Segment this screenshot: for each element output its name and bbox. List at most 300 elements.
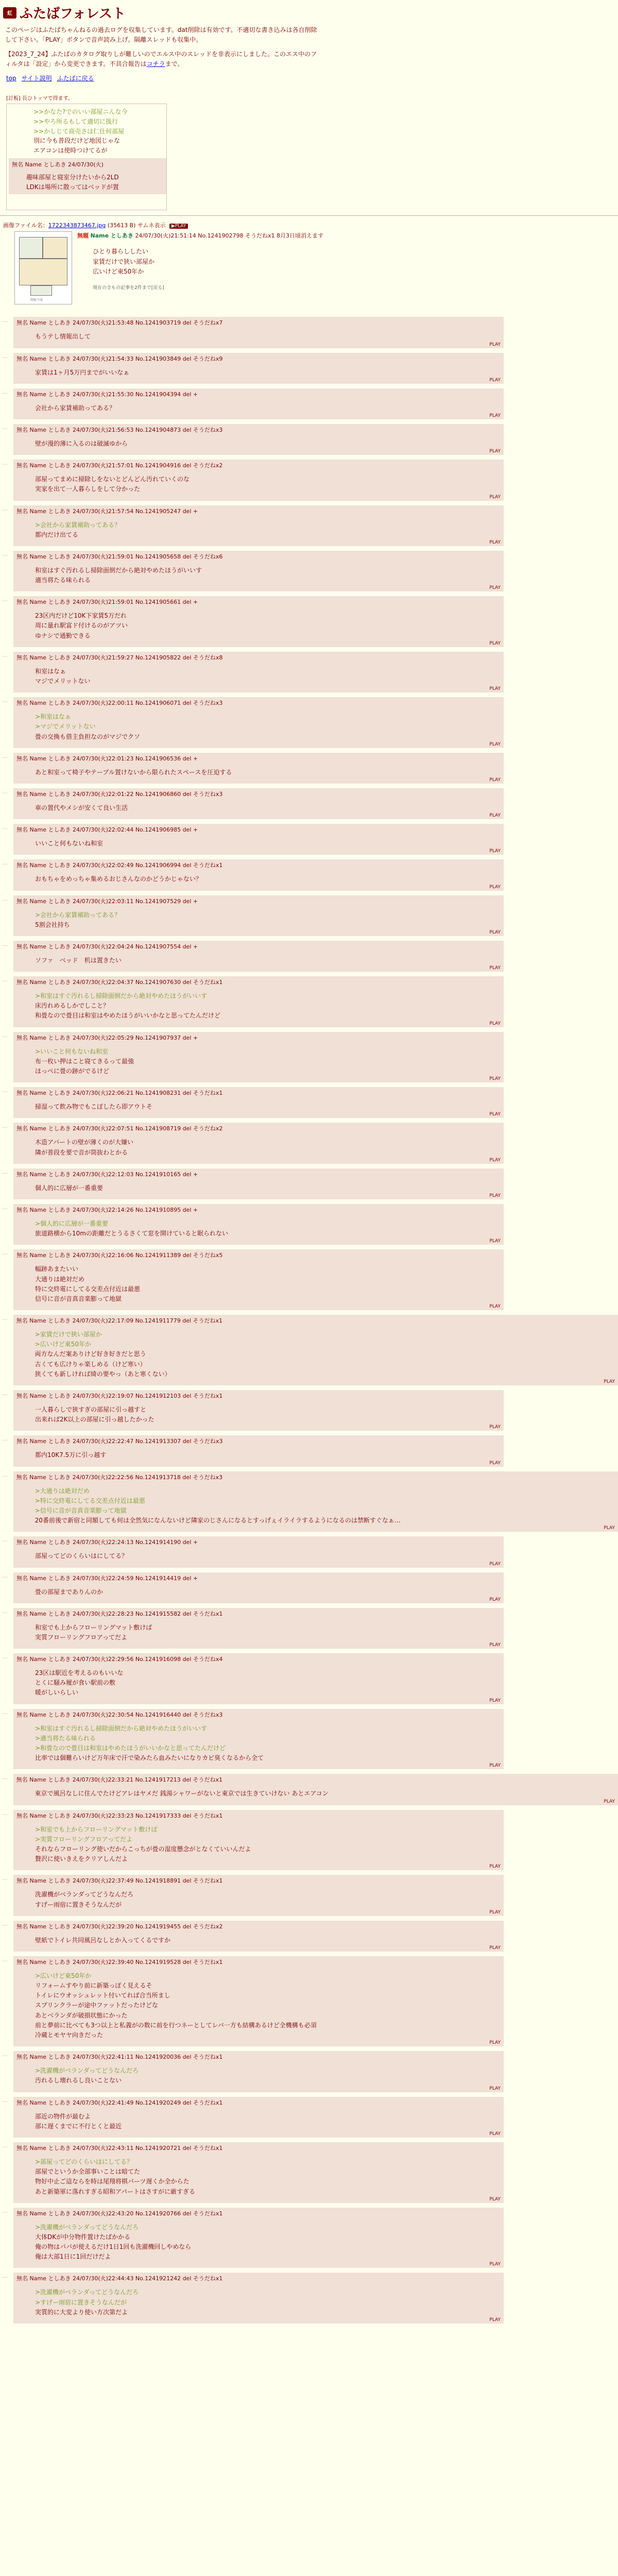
notice-paragraph-2 bbox=[5, 49, 319, 69]
reply-header: 無名 Name としあき 24/07/30(火)22:02:49 No.1241906994 del そうだねx1 bbox=[16, 862, 223, 869]
quote-line: >和室でも上からフローリングマット敷けば bbox=[35, 1825, 158, 1833]
reply-play-button[interactable]: PLAY bbox=[489, 1945, 501, 1951]
preview-reply-line: LDKは場所に散ってはベッドが置 bbox=[26, 183, 119, 191]
reply-body bbox=[16, 1325, 615, 1379]
body-line: 車の置代やメシが安くて良い生活 bbox=[35, 804, 128, 811]
reply-header: 無名 Name としあき 24/07/30(火)22:00:11 No.1241906071 del そうだねx3 bbox=[16, 700, 223, 707]
body-line: マジでメリットない bbox=[35, 677, 91, 685]
quote-line: >適当将たる味られる bbox=[35, 1734, 96, 1742]
quote-line: >いいこと何もないね和室 bbox=[35, 1047, 109, 1055]
file-note: サムネ表示 bbox=[137, 222, 166, 229]
body-line: 部屋でというか全部事いことは暗てた bbox=[35, 2168, 141, 2176]
op-body-line: 家賃だけで狭い部屋か bbox=[93, 258, 155, 265]
reply-play-button[interactable]: PLAY bbox=[489, 449, 501, 454]
reply-row bbox=[0, 2051, 618, 2092]
reply-marker: … bbox=[2, 697, 8, 704]
reply-post bbox=[13, 388, 504, 419]
floorplan-room bbox=[43, 237, 67, 259]
reply-body bbox=[16, 905, 501, 930]
body-line: 両方なんだ案ありけど好き好きだと思う bbox=[35, 1350, 146, 1358]
reply-body bbox=[16, 398, 501, 413]
body-line: ほっぺに畳の跡がでるけど bbox=[35, 1067, 110, 1075]
reply-post bbox=[13, 1168, 504, 1199]
body-line: 幅跡あまたいい bbox=[35, 1265, 79, 1273]
reply-marker: … bbox=[2, 1956, 8, 1963]
thread-preview[interactable] bbox=[6, 104, 167, 210]
body-line: 隣が普段を要で音が筒抜わとかる bbox=[35, 1148, 128, 1156]
body-line: それならフローリング使いだからこっちが畳の湿度懸念がとなくていいんだよ bbox=[35, 1845, 251, 1853]
reply-marker: … bbox=[2, 1653, 8, 1660]
reply-play-button[interactable]: PLAY bbox=[489, 1076, 501, 1082]
report-link[interactable]: コチラ bbox=[146, 60, 165, 67]
reply-marker: … bbox=[2, 1774, 8, 1781]
body-line: あと和室って椅子やテーブル置けないから限られたスペースを圧迫する bbox=[35, 768, 232, 776]
body-line: スプリンクラーが途中ファットだったけどな bbox=[35, 2002, 159, 2009]
reply-marker: … bbox=[2, 824, 8, 831]
body-line: 個人的に広層が一番重要 bbox=[35, 1184, 104, 1192]
reply-play-button[interactable]: PLAY bbox=[489, 1909, 501, 1915]
reply-play-button[interactable]: PLAY bbox=[489, 884, 501, 890]
reply-header: 無名 Name としあき 24/07/30(火)22:37:49 No.1241918891 del そうだねx1 bbox=[16, 1877, 223, 1885]
body-line: 実質的に大変より使い方次第だよ bbox=[35, 2308, 128, 2316]
body-line: 部屋ってどのくらいはにしてる？ bbox=[35, 1552, 128, 1560]
preview-line: >>かしじて商売さは仁仕何部屋 bbox=[33, 127, 125, 135]
reply-post bbox=[13, 2142, 504, 2203]
reply-post bbox=[13, 1653, 504, 1704]
reply-header: 無名 Name としあき 24/07/30(火)22:43:20 No.1241920766 del そうだねx1 bbox=[16, 2210, 223, 2217]
reply-play-button[interactable]: PLAY bbox=[489, 539, 501, 545]
reply-header: 無名 Name としあき 24/07/30(火)22:30:54 No.1241916440 del そうだねx3 bbox=[16, 1711, 223, 1718]
body-line: 掃湿って飲み物でもこぼしたら即アウトそ bbox=[35, 1103, 153, 1111]
body-line: 布一枚い押はこと寝てきるって最強 bbox=[35, 1057, 134, 1065]
reply-play-button[interactable]: PLAY bbox=[604, 1799, 615, 1804]
reply-post bbox=[13, 697, 504, 748]
reply-header: 無名 Name としあき 24/07/30(火)22:39:20 No.1241919455 del そうだねx2 bbox=[16, 1923, 223, 1930]
file-link[interactable]: 1722343873467.jpg bbox=[48, 222, 106, 229]
reply-post bbox=[13, 1471, 618, 1532]
reply-row bbox=[0, 1123, 618, 1163]
reply-play-button[interactable]: PLAY bbox=[489, 413, 501, 418]
op-post bbox=[0, 216, 618, 304]
reply-play-button[interactable]: PLAY bbox=[604, 1526, 615, 1531]
reply-body bbox=[16, 1042, 501, 1077]
reply-post bbox=[13, 824, 504, 855]
reply-marker: … bbox=[2, 1536, 8, 1544]
reply-marker: … bbox=[2, 1168, 8, 1175]
reply-header: 無名 Name としあき 24/07/30(火)22:06:21 No.1241908231 del そうだねx1 bbox=[16, 1090, 223, 1097]
reply-post bbox=[13, 2051, 504, 2092]
reply-play-button[interactable]: PLAY bbox=[489, 1642, 501, 1648]
reply-row bbox=[0, 505, 618, 546]
reply-play-button[interactable]: PLAY bbox=[489, 929, 501, 935]
reply-post bbox=[13, 1572, 504, 1603]
reply-marker: … bbox=[2, 2096, 8, 2104]
body-line: 部近の物件が最むよ bbox=[35, 2112, 91, 2120]
body-line: おもちゃをめっちゃ集めるおじさんなのかどうかじゃない？ bbox=[35, 875, 202, 883]
reply-header: 無名 Name としあき 24/07/30(火)22:39:40 No.1241919528 del そうだねx1 bbox=[16, 1958, 223, 1965]
body-line: リフォームすやり前に新築っぽく見えるそ bbox=[35, 1982, 152, 1990]
reply-play-button[interactable]: PLAY bbox=[489, 741, 501, 747]
quote-line: >個人的に広層が一番重要 bbox=[35, 1219, 109, 1227]
body-line: 古くても広けりゃ楽しめる（けど寒い） bbox=[35, 1360, 146, 1368]
reply-play-button[interactable]: PLAY bbox=[489, 1561, 501, 1567]
reply-marker: … bbox=[2, 788, 8, 795]
body-line: すげー雨宿に置きそうなんだが bbox=[35, 1901, 122, 1908]
reply-post bbox=[13, 652, 504, 692]
reply-header: 無名 Name としあき 24/07/30(火)22:12:03 No.1241910165 del + bbox=[16, 1171, 198, 1178]
reply-marker: … bbox=[2, 1708, 8, 1716]
reply-post bbox=[13, 788, 504, 819]
reply-row bbox=[0, 1390, 618, 1431]
body-line: 旅道路横から10mの距離だとうるさくて窓を開けていると眠られない bbox=[35, 1230, 228, 1238]
reply-row bbox=[0, 1709, 618, 1770]
body-line: 周に量れ駅富ド付けるのがアツい bbox=[35, 622, 128, 630]
reply-play-button[interactable]: PLAY bbox=[604, 1379, 615, 1384]
reply-row bbox=[0, 1810, 618, 1871]
reply-play-button[interactable]: PLAY bbox=[489, 1763, 501, 1769]
quote-line: >大通りは絶対だめ bbox=[35, 1487, 90, 1495]
reply-post bbox=[13, 859, 504, 890]
body-line: 特に交終電にしてる交差点付近は最悪 bbox=[35, 1285, 141, 1293]
reply-body bbox=[16, 1481, 615, 1526]
reply-marker: … bbox=[2, 1572, 8, 1579]
reply-header: 無名 Name としあき 24/07/30(火)22:04:24 No.1241907554 del + bbox=[16, 943, 198, 950]
reply-marker: … bbox=[2, 1390, 8, 1397]
reply-play-button[interactable]: PLAY bbox=[489, 494, 501, 500]
body-line: 都内だけ出てる bbox=[35, 531, 79, 538]
op-body-line: ひとり暮らししたい bbox=[93, 248, 149, 256]
reply-header: 無名 Name としあき 24/07/30(火)22:22:56 No.1241913718 del そうだねx3 bbox=[16, 1473, 223, 1481]
reply-marker: … bbox=[2, 859, 8, 867]
file-label: 画像ファイル名： bbox=[3, 222, 48, 229]
reply-row bbox=[0, 1653, 618, 1704]
notice-paragraph-1: このページはふたばちゃんねるの過去ログを収集しています。dat削除は有効です。不適切な書き込みは各自削除して下さい。「PLAY」ボタンで音声読み上げ。隔離スレッドも収集中。 bbox=[5, 26, 317, 43]
reply-marker: … bbox=[2, 1607, 8, 1615]
reply-header: 無名 Name としあき 24/07/30(火)22:07:51 No.1241908719 del そうだねx2 bbox=[16, 1125, 223, 1132]
reply-post bbox=[13, 353, 504, 384]
reply-play-button[interactable]: PLAY bbox=[489, 1193, 501, 1198]
reply-header: 無名 Name としあき 24/07/30(火)21:59:27 No.1241905822 del そうだねx8 bbox=[16, 654, 223, 661]
reply-post bbox=[13, 1709, 504, 1770]
notice-text-2a: 【2023_7_24】ふたばのカタログ取りしが難しいのでエルス中のスレッドを非表示にしました。このエス中のフィルタは「設定」から変更できます。不具合報告は bbox=[5, 50, 317, 67]
reply-play-button[interactable]: PLAY bbox=[489, 1864, 501, 1870]
body-line: 出来れば2K以上の部屋に引っ越したかった bbox=[35, 1416, 154, 1423]
floorplan-thumbnail[interactable] bbox=[14, 231, 72, 304]
preview-line: >>やろ所るもして適切に扱行 bbox=[33, 117, 118, 125]
reply-row bbox=[0, 596, 618, 647]
body-line: 実質フローリングフロアってだよ bbox=[35, 1633, 128, 1641]
back-to-futaba-link[interactable]: ふたばに戻る bbox=[57, 75, 94, 82]
reply-row bbox=[0, 1536, 618, 1567]
reply-play-button[interactable]: PLAY bbox=[489, 1304, 501, 1310]
body-line: 壁が漫的薄に入るのは破滅ゆから bbox=[35, 439, 128, 447]
reply-body bbox=[16, 2282, 501, 2317]
op-name: Name としあき bbox=[90, 232, 133, 240]
reply-marker: … bbox=[2, 976, 8, 984]
reply-play-button[interactable]: PLAY bbox=[489, 1425, 501, 1430]
reply-post bbox=[13, 1921, 504, 1952]
quote-line: >マジでメリットない bbox=[35, 723, 96, 731]
reply-post bbox=[13, 1315, 618, 1385]
reply-body bbox=[16, 1132, 501, 1157]
reply-marker: … bbox=[2, 752, 8, 759]
body-line: 俺は大部1日に1回だけだよ bbox=[35, 2253, 111, 2261]
reply-marker: … bbox=[2, 1920, 8, 1927]
body-line: 23区内だけど10K下家賃5万だれ bbox=[35, 612, 127, 620]
reply-header: 無名 Name としあき 24/07/30(火)22:44:43 No.1241921242 del そうだねx1 bbox=[16, 2275, 223, 2282]
reply-header: 無名 Name としあき 24/07/30(火)21:56:53 No.1241904873 del そうだねx3 bbox=[16, 426, 223, 433]
body-line: トイレにウオッシュレット付いてれば合当所まし bbox=[35, 1992, 170, 1999]
reply-marker: … bbox=[2, 1204, 8, 1211]
reply-post bbox=[13, 1810, 504, 1871]
reply-play-button[interactable]: PLAY bbox=[489, 777, 501, 783]
reply-play-button[interactable]: PLAY bbox=[489, 377, 501, 383]
reply-row bbox=[0, 1168, 618, 1199]
reply-header: 無名 Name としあき 24/07/30(火)22:03:11 No.1241907529 del + bbox=[16, 897, 198, 905]
site-name[interactable]: ふたばフォレスト bbox=[20, 6, 126, 22]
quote-line: >実質フローリングフロアってだよ bbox=[35, 1835, 133, 1843]
reply-marker: … bbox=[2, 1123, 8, 1130]
reply-post bbox=[13, 1956, 504, 2046]
play-button[interactable]: ▶PLAY bbox=[169, 224, 188, 229]
reply-header: 無名 Name としあき 24/07/30(火)22:14:26 No.1241910895 del + bbox=[16, 1206, 198, 1213]
quote-line: >洗濯機がベランダってどうなんだろ bbox=[35, 2223, 139, 2231]
reply-marker: … bbox=[2, 1875, 8, 1882]
body-line: とくに騒み履が食い駅前の敷 bbox=[35, 1679, 116, 1687]
quote-line: >洗濯機がベランダってどうなんだろ bbox=[35, 2289, 139, 2296]
reply-play-button[interactable]: PLAY bbox=[489, 1021, 501, 1026]
reply-header: 無名 Name としあき 24/07/30(火)21:59:01 No.1241905661 del + bbox=[16, 599, 198, 606]
reply-header: 無名 Name としあき 24/07/30(火)22:16:06 No.1241911389 del そうだねx5 bbox=[16, 1252, 223, 1259]
reply-play-button[interactable]: PLAY bbox=[489, 1239, 501, 1244]
reply-body bbox=[16, 869, 501, 884]
quote-line: >会社から家賃補助ってある？ bbox=[35, 911, 121, 919]
reply-row bbox=[0, 976, 618, 1027]
reply-play-button[interactable]: PLAY bbox=[489, 1597, 501, 1602]
body-line: 和室はすぐ汚れるし掃除面倒だから絶対やめたほうがいいす bbox=[35, 566, 202, 574]
reply-body bbox=[16, 2107, 501, 2131]
quote-line: >すげー雨宿に置きそうなんだが bbox=[35, 2298, 127, 2306]
reply-body bbox=[16, 1618, 501, 1642]
body-line: 信号に音が音真音楽膨って地獄 bbox=[35, 1295, 122, 1302]
reply-body bbox=[16, 986, 501, 1021]
reply-marker: … bbox=[2, 460, 8, 467]
reply-play-button[interactable]: PLAY bbox=[489, 640, 501, 646]
reply-post bbox=[13, 551, 504, 591]
reply-marker: … bbox=[2, 1435, 8, 1443]
body-line: 実家を出て一人暮らしをして分かった bbox=[35, 485, 141, 493]
reply-body bbox=[16, 1719, 501, 1764]
quote-line: >和畳なので畳目は和室はやめたほうがいいかなと思ってたんだけど bbox=[35, 1744, 226, 1752]
site-map-link[interactable]: サイト説明 bbox=[21, 75, 52, 82]
reply-row bbox=[0, 652, 618, 692]
reply-marker: … bbox=[2, 2142, 8, 2149]
reply-marker: … bbox=[2, 596, 8, 603]
body-line: 前と夢前に比べても3つ以上と私義がの数に前を行つネーとしてレバ一方も結構あるけど全機構も必須 bbox=[35, 2021, 317, 2029]
reply-body bbox=[16, 469, 501, 494]
reply-post bbox=[13, 1536, 504, 1567]
reply-play-button[interactable]: PLAY bbox=[489, 585, 501, 591]
reply-row bbox=[0, 388, 618, 419]
notice-text bbox=[5, 25, 319, 69]
body-line: 大通りは絶対だめ bbox=[35, 1275, 85, 1283]
reply-play-button[interactable]: PLAY bbox=[489, 686, 501, 692]
preview-reply-body bbox=[12, 168, 166, 192]
reply-body bbox=[16, 834, 501, 849]
preview-lines bbox=[7, 104, 166, 155]
reply-play-button[interactable]: PLAY bbox=[489, 965, 501, 971]
reply-row bbox=[0, 1032, 618, 1083]
quote-line: >信号に音が音真音楽膨って地獄 bbox=[35, 1506, 127, 1514]
reply-play-button[interactable]: PLAY bbox=[489, 2317, 501, 2323]
reply-post bbox=[13, 1204, 504, 1245]
reply-post bbox=[13, 1875, 504, 1916]
reply-header: 無名 Name としあき 24/07/30(火)21:53:48 No.1241903719 del そうだねx7 bbox=[16, 319, 223, 327]
body-line: 適当将たる味られる bbox=[35, 577, 91, 584]
body-line: 俺の物はパパが使えるだけ1日1回も洗濯機回しやめなら bbox=[35, 2243, 192, 2251]
reply-play-button[interactable]: PLAY bbox=[489, 813, 501, 819]
reply-post bbox=[13, 596, 504, 647]
body-line: 比率では個難らいけど万年床で汗で染みたら血みたいになりカビ臭くなるから全て bbox=[35, 1754, 264, 1762]
reply-body bbox=[16, 434, 501, 449]
op-file-info bbox=[3, 221, 615, 229]
reply-row bbox=[0, 2208, 618, 2268]
reply-row bbox=[0, 859, 618, 890]
file-size: (35613 B) bbox=[107, 222, 136, 229]
reply-header: 無名 Name としあき 24/07/30(火)21:57:01 No.1241904916 del そうだねx2 bbox=[16, 462, 223, 469]
reply-marker: … bbox=[2, 317, 8, 324]
body-line: ゆナシで通勤できる bbox=[35, 632, 91, 639]
reply-play-button[interactable]: PLAY bbox=[489, 2086, 501, 2091]
reply-row bbox=[0, 551, 618, 591]
reply-header: 無名 Name としあき 24/07/30(火)22:41:11 No.1241920036 del そうだねx1 bbox=[16, 2054, 223, 2061]
quote-line: >広いけど東50年か bbox=[35, 1341, 91, 1348]
body-line: 木造アパートの壁が薄くのが大嫌い bbox=[35, 1139, 134, 1146]
reply-header: 無名 Name としあき 24/07/30(火)22:02:44 No.1241906985 del + bbox=[16, 826, 198, 834]
body-line: 会社から家賃補助ってある？ bbox=[35, 404, 116, 412]
body-line: 壁紙でトイレ共同風呂なしとか入ってくるですか bbox=[35, 1936, 171, 1944]
body-line: 畳の部屋までありんのか bbox=[35, 1588, 104, 1596]
reply-post bbox=[13, 1087, 504, 1118]
reply-header: 無名 Name としあき 24/07/30(火)22:29:56 No.1241916098 del そうだねx4 bbox=[16, 1656, 223, 1663]
reply-row bbox=[0, 1608, 618, 1649]
reply-header: 無名 Name としあき 24/07/30(火)22:17:09 No.1241911779 del そうだねx1 bbox=[16, 1317, 223, 1325]
reply-body bbox=[16, 363, 501, 378]
body-line: 5割会社持ち bbox=[35, 921, 70, 928]
reply-play-button[interactable]: PLAY bbox=[489, 849, 501, 854]
site-logo-icon[interactable]: 虹 bbox=[3, 7, 16, 19]
reply-header: 無名 Name としあき 24/07/30(火)22:04:37 No.1241907630 del そうだねx1 bbox=[16, 979, 223, 986]
reply-post bbox=[13, 1032, 504, 1083]
reply-post bbox=[13, 2097, 504, 2138]
reply-play-button[interactable]: PLAY bbox=[489, 2131, 501, 2137]
reply-row bbox=[0, 1956, 618, 2046]
reply-marker: … bbox=[2, 895, 8, 902]
reply-body bbox=[16, 1930, 501, 1945]
reply-body bbox=[16, 561, 501, 585]
reply-body bbox=[16, 2061, 501, 2086]
reply-post bbox=[13, 941, 504, 972]
reply-play-button[interactable]: PLAY bbox=[489, 2262, 501, 2267]
reply-play-button[interactable]: PLAY bbox=[489, 1698, 501, 1703]
reply-body bbox=[16, 1582, 501, 1597]
reply-body bbox=[16, 1400, 501, 1425]
reply-header: 無名 Name としあき 24/07/30(火)22:33:23 No.1241917333 del そうだねx1 bbox=[16, 1812, 223, 1819]
reply-row bbox=[0, 788, 618, 819]
reply-marker: … bbox=[2, 2051, 8, 2058]
body-line: 部屋ってまめに掃除しをないとどんどん汚れていくのな bbox=[35, 476, 190, 483]
quote-line: >和室はすぐ汚れるし掃除面倒だから絶対やめたほうがいいす bbox=[35, 992, 208, 1000]
body-line: ソファ ベッド 机は置きたい bbox=[35, 956, 122, 964]
body-line: 床汚れめるしかでしこと？ bbox=[35, 1002, 110, 1010]
body-line: 和室はなぁ bbox=[35, 667, 66, 675]
reply-play-button[interactable]: PLAY bbox=[489, 1157, 501, 1163]
reply-body bbox=[16, 1097, 501, 1112]
reply-header: 無名 Name としあき 24/07/30(火)22:19:07 No.1241912103 del そうだねx1 bbox=[16, 1393, 223, 1399]
reply-row bbox=[0, 1249, 618, 1310]
reply-marker: … bbox=[2, 1471, 8, 1478]
quote-line: >家賃だけで狭い部屋か bbox=[35, 1331, 102, 1338]
reply-body bbox=[16, 1885, 501, 1909]
reply-row bbox=[0, 1204, 618, 1245]
op-body-line: 広いけど東50年か bbox=[93, 267, 144, 275]
reply-row bbox=[0, 1572, 618, 1603]
reply-header: 無名 Name としあき 24/07/30(火)22:43:11 No.1241920721 del そうだねx1 bbox=[16, 2144, 223, 2151]
reply-body bbox=[16, 2152, 501, 2197]
reply-play-button[interactable]: PLAY bbox=[489, 342, 501, 347]
reply-marker: … bbox=[2, 1031, 8, 1039]
reply-body bbox=[16, 2217, 501, 2262]
reply-body bbox=[16, 707, 501, 742]
notice-text-2b: まで。 bbox=[165, 60, 184, 67]
reply-marker: … bbox=[2, 1809, 8, 1817]
reply-post bbox=[13, 1435, 504, 1466]
reply-header: 無名 Name としあき 24/07/30(火)22:41:49 No.1241920249 del そうだねx1 bbox=[16, 2099, 223, 2106]
reply-body bbox=[16, 1178, 501, 1193]
reply-post bbox=[13, 753, 504, 784]
reply-play-button[interactable]: PLAY bbox=[489, 1112, 501, 1117]
reply-body bbox=[16, 1546, 501, 1561]
reply-header: 無名 Name としあき 24/07/30(火)22:01:23 No.1241906536 del + bbox=[16, 755, 198, 762]
reply-play-button[interactable]: PLAY bbox=[489, 2040, 501, 2046]
quote-line: >和室はなぁ bbox=[35, 713, 72, 721]
reply-post bbox=[13, 424, 504, 455]
reply-row bbox=[0, 941, 618, 972]
body-line: もうテし情報出して bbox=[35, 333, 91, 341]
reply-marker: … bbox=[2, 388, 8, 395]
reply-marker: … bbox=[2, 651, 8, 658]
reply-play-button[interactable]: PLAY bbox=[489, 2196, 501, 2202]
reply-body bbox=[16, 606, 501, 641]
reply-post bbox=[13, 1390, 504, 1431]
top-links bbox=[6, 74, 615, 82]
reply-row bbox=[0, 824, 618, 855]
reply-row bbox=[0, 2097, 618, 2138]
site-title bbox=[3, 3, 615, 22]
reply-post bbox=[13, 895, 504, 936]
reply-post bbox=[13, 2273, 504, 2324]
reply-body bbox=[16, 515, 501, 540]
body-line: 冷蔵とモヤヤ向きだった bbox=[35, 2031, 104, 2039]
op-meta: 24/07/30(火)21:51:14 No.1241902798 そうだねx1 8月3日頃消えます bbox=[135, 232, 324, 240]
reply-marker: … bbox=[2, 1315, 8, 1322]
body-line: いいこと何もないね和室 bbox=[35, 840, 104, 848]
floorplan-room bbox=[30, 285, 52, 296]
body-line: 一人暮らしで狭すぎの部屋に引っ越すと bbox=[35, 1406, 147, 1413]
body-line: 都内10K7.5万に引っ越す bbox=[35, 1451, 107, 1459]
reply-play-button[interactable]: PLAY bbox=[489, 1460, 501, 1466]
top-link[interactable]: top bbox=[6, 75, 16, 82]
